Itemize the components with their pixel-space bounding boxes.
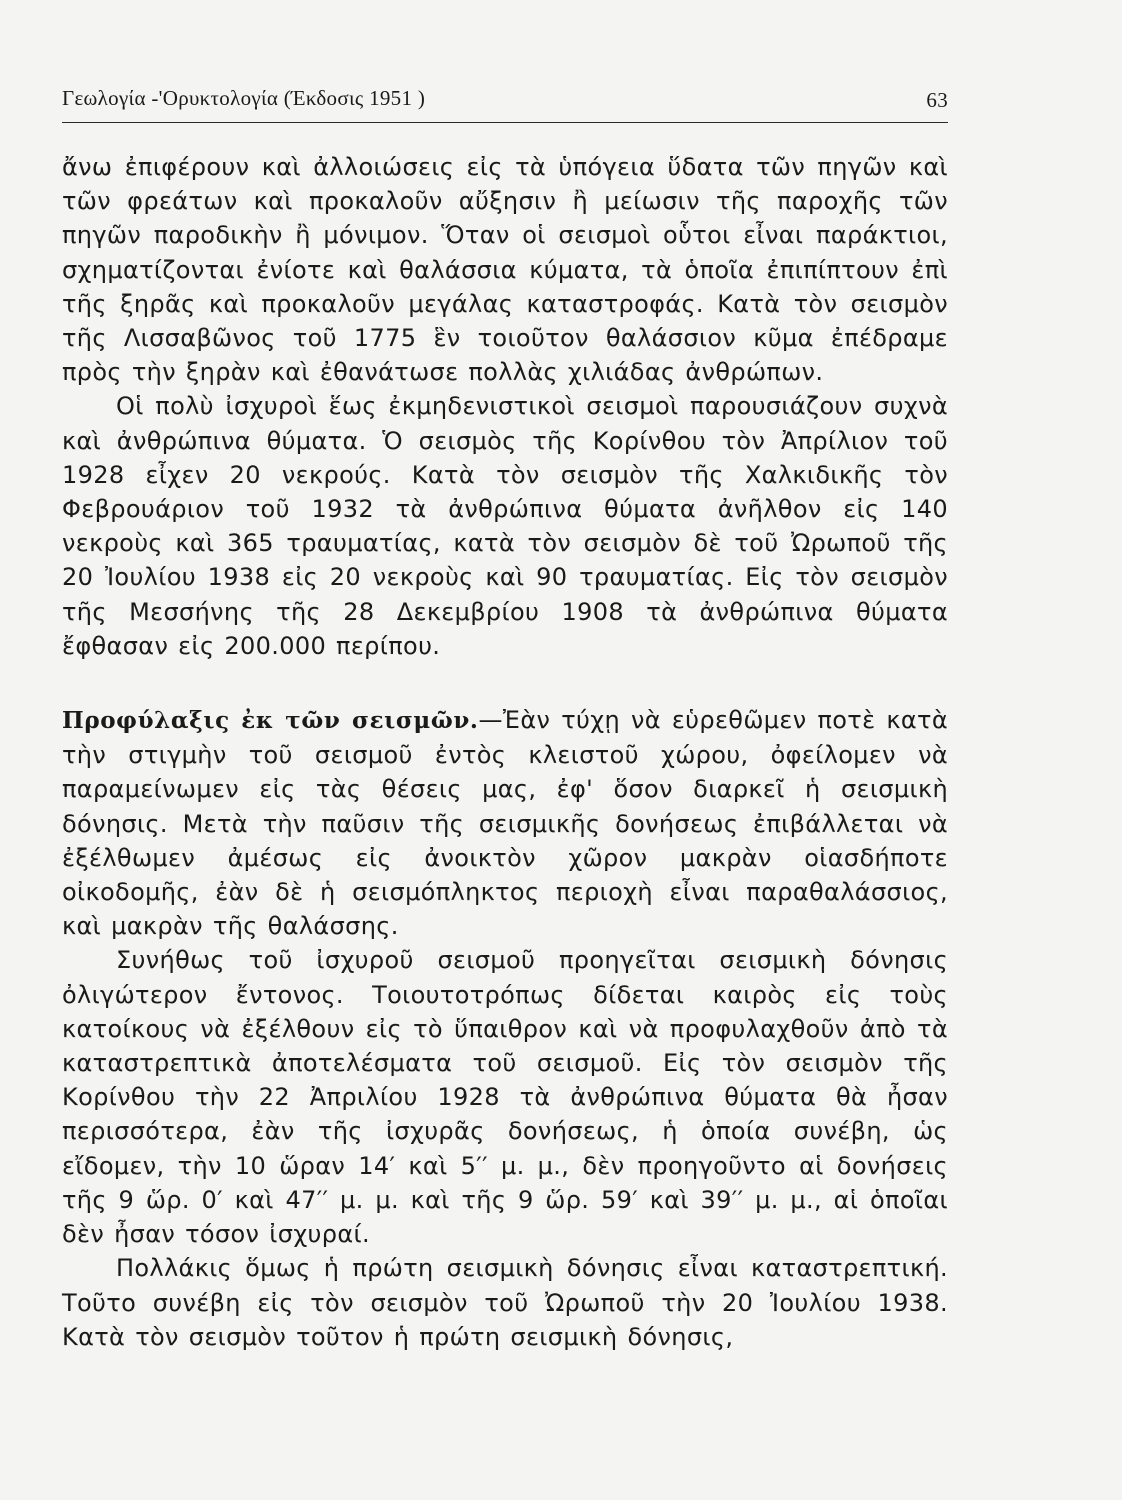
section-gap — [62, 663, 948, 703]
paragraph-3-text: Ἐὰν τύχῃ νὰ εὑρεθῶμεν ποτὲ κατὰ τὴν στιγμὴν τοῦ σεισμοῦ ἐντὸς κλειστοῦ χώρου, ὀφείλομεν νὰ παραμείνωμεν εἰς τὰς θέσεις μας, ἐφ' ὅσον διαρκεῖ ἡ σεισμικὴ δόνησις. Μετὰ τὴν παῦσιν τῆς σεισμικῆς δονήσεως ἐπιβάλλεται νὰ ἐξέλθωμεν ἀμέσως εἰς ἀνοικτὸν χῶρον μακρὰν οἱασδήποτε οἰκοδομῆς, ἐὰν δὲ ἡ σεισμόπληκτος περιοχὴ εἶναι παραθαλάσσιος, καὶ μακρὰν τῆς θαλάσσης. — [62, 706, 948, 941]
section-heading: Προφύλαξις ἐκ τῶν σεισμῶν. — [62, 707, 479, 735]
paragraph-3 — [62, 703, 948, 943]
page-number: 63 — [926, 88, 948, 112]
paragraph-1: ἄνω ἐπιφέρουν καὶ ἀλλοιώσεις εἰς τὰ ὑπόγεια ὕδατα τῶν πηγῶν καὶ τῶν φρεάτων καὶ προκαλοῦν αὔξησιν ἢ μείωσιν τῆς παροχῆς τῶν πηγῶν παροδικὴν ἢ μόνιμον. Ὅταν οἱ σεισμοὶ οὗτοι εἶναι παράκτιοι, σχηματίζονται ἐνίοτε καὶ θαλάσσια κύματα, τὰ ὁποῖα ἐπιπίπτουν ἐπὶ τῆς ξηρᾶς καὶ προκαλοῦν μεγάλας καταστροφάς. Κατὰ τὸν σεισμὸν τῆς Λισσαβῶνος τοῦ 1775 ἓν τοιοῦτον θαλάσσιον κῦμα ἐπέδραμε πρὸς τὴν ξηρὰν καὶ ἐθανάτωσε πολλὰς χιλιάδας ἀνθρώπων. — [62, 153, 948, 387]
paragraph-4: Συνήθως τοῦ ἰσχυροῦ σεισμοῦ προηγεῖται σεισμικὴ δόνησις ὀλιγώτερον ἔντονος. Τοιουτοτρόπως δίδεται καιρὸς εἰς τοὺς κατοίκους νὰ ἐξέλθουν εἰς τὸ ὕπαιθρον καὶ νὰ προφυλαχθοῦν ἀπὸ τὰ καταστρεπτικὰ ἀποτελέσματα τοῦ σεισμοῦ. Εἰς τὸν σεισμὸν τῆς Κορίνθου τὴν 22 Ἀπριλίου 1928 τὰ ἀνθρώπινα θύματα θὰ ἦσαν περισσότερα, ἐὰν τῆς ἰσχυρᾶς δονήσεως, ἡ ὁποία συνέβη, ὡς εἴδομεν, τὴν 10 ὥραν 14′ καὶ 5′′ μ. μ., δὲν προηγοῦντο αἱ δονήσεις τῆς 9 ὥρ. 0′ καὶ 47′′ μ. μ. καὶ τῆς 9 ὥρ. 59′ καὶ 39′′ μ. μ., αἱ ὁποῖαι δὲν ἦσαν τόσον ἰσχυραί. — [62, 946, 948, 1249]
paragraph-2: Οἱ πολὺ ἰσχυροὶ ἕως ἐκμηδενιστικοὶ σεισμοὶ παρουσιάζουν συχνὰ καὶ ἀνθρώπινα θύματα. Ὁ σεισμὸς τῆς Κορίνθου τὸν Ἀπρίλιον τοῦ 1928 εἶχεν 20 νεκρούς. Κατὰ τὸν σεισμὸν τῆς Χαλκιδικῆς τὸν Φεβρουάριον τοῦ 1932 τὰ ἀνθρώπινα θύματα ἀνῆλθον εἰς 140 νεκροὺς καὶ 365 τραυματίας, κατὰ τὸν σεισμὸν δὲ τοῦ Ὠρωποῦ τῆς 20 Ἰουλίου 1938 εἰς 20 νεκροὺς καὶ 90 τραυματίας. Εἰς τὸν σεισμὸν τῆς Μεσσήνης τῆς 28 Δεκεμβρίου 1908 τὰ ἀνθρώπινα θύματα ἔφθασαν εἰς 200.000 περίπου. — [62, 392, 948, 660]
heading-dash: — — [478, 706, 503, 735]
header-title: Γεωλογία -'Ορυκτολογία (Έκδοσις 1951 ) — [62, 86, 426, 110]
body-text — [62, 150, 948, 1354]
header-rule — [62, 122, 948, 123]
running-header — [62, 86, 948, 120]
paragraph-5: Πολλάκις ὅμως ἡ πρώτη σεισμικὴ δόνησις εἶναι καταστρεπτική. Τοῦτο συνέβη εἰς τὸν σεισμὸν τοῦ Ὠρωποῦ τὴν 20 Ἰουλίου 1938. Κατὰ τὸν σεισμὸν τοῦτον ἡ πρώτη σεισμικὴ δόνησις, — [62, 1254, 948, 1351]
